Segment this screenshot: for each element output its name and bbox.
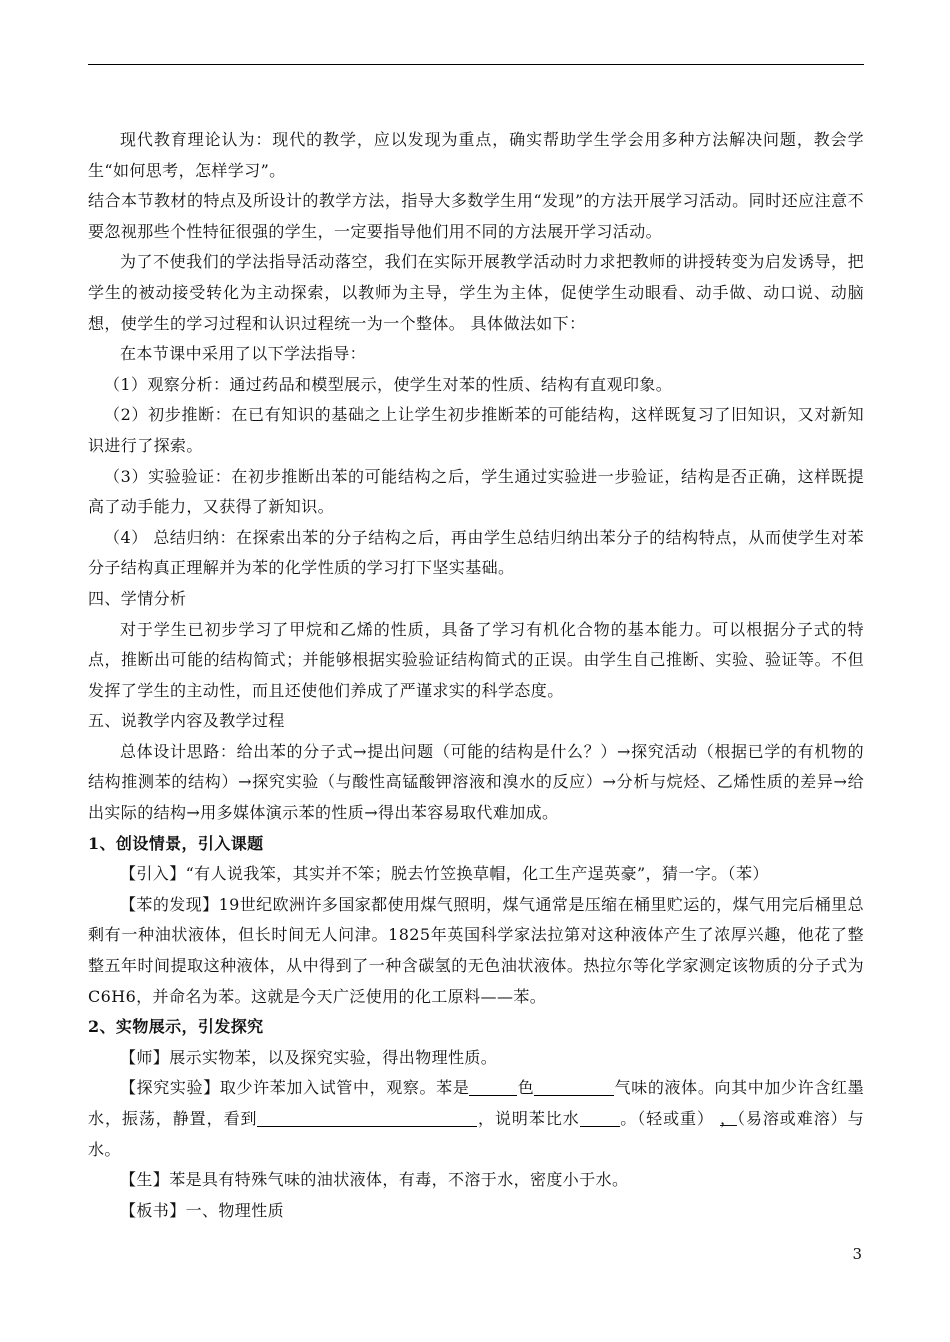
blank-color[interactable] xyxy=(469,1079,517,1096)
text: 【探究实验】取少许苯加入试管中，观察。苯是 xyxy=(120,1078,470,1098)
paragraph: 【师】展示实物苯，以及探究实验，得出物理性质。 xyxy=(120,1047,498,1067)
text: 气味的液体。向其中加少许含红墨水，振荡，静置，看到 xyxy=(88,1078,864,1128)
paragraph: 【板书】一、物理性质 xyxy=(120,1200,285,1220)
section-heading: 四、学情分析 xyxy=(88,588,187,608)
paragraph: 为了不使我们的学法指导活动落空，我们在实际开展教学活动时力求把教师的讲授转变为启发诱导，把学生的被动接受转化为主动探索，以教师为主导，学生为主体，促使学生动眼看、动手做、动口说、动脑想，使学生的学习过程和认识过程统一为一个整体。 具体做法如下： xyxy=(88,252,864,333)
header-rule xyxy=(88,64,864,65)
fill-in-paragraph xyxy=(88,1073,864,1165)
paragraph: 在本节课中采用了以下学法指导： xyxy=(120,344,367,364)
blank-observation[interactable] xyxy=(257,1110,477,1127)
blank-odor[interactable] xyxy=(534,1079,614,1096)
text: 色 xyxy=(517,1078,535,1098)
subsection-heading: 1、创设情景，引入课题 xyxy=(88,833,264,853)
paragraph: 结合本节教材的特点及所设计的教学方法，指导大多数学生用“发现”的方法开展学习活动。同时还应注意不要忽视那些个性特征很强的学生，一定要指导他们用不同的方法展开学习活动。 xyxy=(88,191,864,241)
page-number: 3 xyxy=(852,1245,862,1263)
paragraph: 【生】苯是具有特殊气味的油状液体，有毒，不溶于水，密度小于水。 xyxy=(120,1170,629,1190)
text: ，说明苯比水 xyxy=(477,1109,580,1128)
paragraph: 【引入】“有人说我笨，其实并不笨；脱去竹笠换草帽，化工生产逞英豪”，猜一字。（苯） xyxy=(120,864,769,884)
list-item: （3）实验验证：在初步推断出苯的可能结构之后，学生通过实验进一步验证，结构是否正确，这样既提高了动手能力，又获得了新知识。 xyxy=(88,466,864,517)
subsection-heading: 2、实物展示，引发探究 xyxy=(88,1017,264,1037)
paragraph: 现代教育理论认为：现代的教学，应以发现为重点，确实帮助学生学会用多种方法解决问题，教会学生“如何思考，怎样学习”。 xyxy=(88,130,864,180)
list-item: （4） 总结归纳：在探索出苯的分子结构之后，再由学生总结归纳出苯分子的结构特点，从而使学生对苯分子结构真正理解并为苯的化学性质的学习打下坚实基础。 xyxy=(88,527,864,578)
text: （易溶或难溶）与水。 xyxy=(88,1109,864,1159)
paragraph: 总体设计思路：给出苯的分子式→提出问题（可能的结构是什么？）→探究活动（根据已学的有机物的结构推测苯的结构）→探究实验（与酸性高锰酸钾溶液和溴水的反应）→分析与烷烃、乙烯性质的差异→给出实际的结构→用多媒体演示苯的性质→得出苯容易取代难加成。 xyxy=(88,741,864,823)
text: ， xyxy=(720,1109,737,1128)
list-item: （2）初步推断：在已有知识的基础之上让学生初步推断苯的可能结构，这样既复习了旧知识，又对新知识进行了探索。 xyxy=(88,405,864,455)
paragraph: 对于学生已初步学习了甲烷和乙烯的性质，具备了学习有机化合物的基本能力。可以根据分子式的特点，推断出可能的结构简式；并能够根据实验验证结构简式的正误。由学生自己推断、实验、验证等。不但发挥了学生的主动性，而且还使他们养成了严谨求实的科学态度。 xyxy=(88,619,864,700)
text: 。（轻或重） xyxy=(619,1109,714,1128)
section-heading: 五、说教学内容及教学过程 xyxy=(88,711,285,731)
blank-density[interactable] xyxy=(580,1110,620,1127)
list-item: （1）观察分析：通过药品和模型展示，使学生对苯的性质、结构有直观印象。 xyxy=(104,374,673,394)
document-body xyxy=(88,125,864,1226)
paragraph: 【苯的发现】19世纪欧洲许多国家都使用煤气照明，煤气通常是压缩在桶里贮运的，煤气用完后桶里总剩有一种油状液体，但长时间无人问津。1825年英国科学家法拉第对这种液体产生了浓厚兴趣，他花了整整五年时间提取这种液体，从中得到了一种含碳氢的无色油状液体。热拉尔等化学家测定该物质的分子式为C6H6，并命名为苯。这就是今天广泛使用的化工原料——苯。 xyxy=(88,894,864,1006)
